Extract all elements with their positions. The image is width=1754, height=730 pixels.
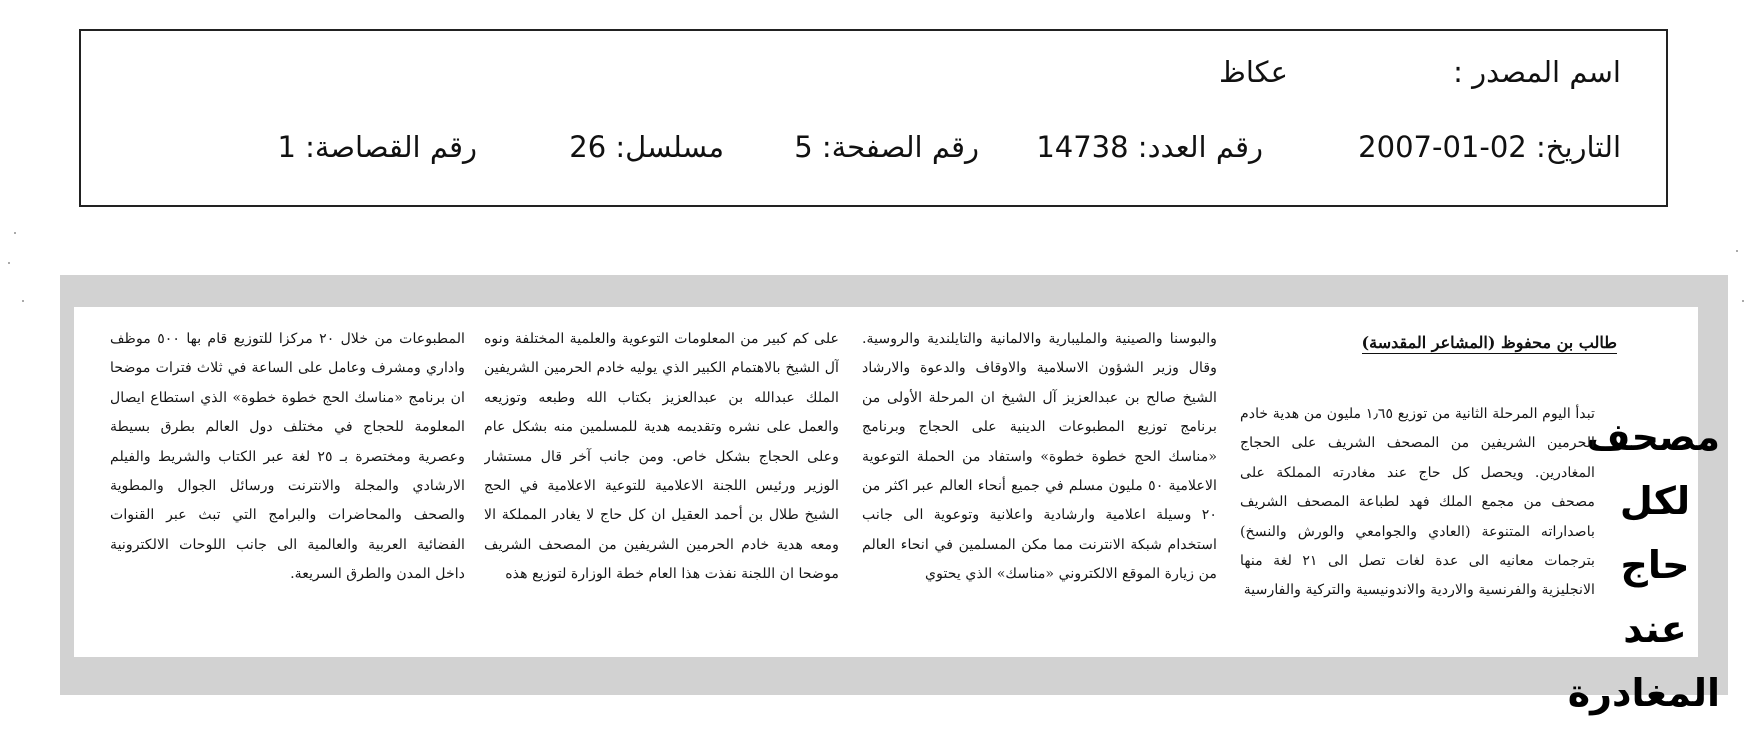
date-field: التاريخ: 02-01-2007 (1358, 130, 1621, 164)
article-column-2: والبوسنا والصينية والمليبارية والالمانية والتايلندية والروسية. وقال وزير الشؤون الاسلامية والاوقاف والدعوة والارشاد الشيخ صالح بن عبدالعزيز آل الشيخ ان المرحلة الأولى من برنامج توزيع المطبوعات الدينية على الحجاج وبرنامج «مناسك الحج خطوة خطوة» واستفاد من الحملة التوعوية الاعلامية ٥٠ مليون مسلم في جميع أنحاء العالم عبر اكثر من ٢٠ وسيلة اعلامية وارشادية واعلانية وتوعوية الى جانب استخدام شبكة الانترنت مما مكن المسلمين في انحاء العالم من زيارة الموقع الالكتروني «مناسك» الذي يحتوي (862, 331, 1217, 583)
scan-speck (8, 262, 10, 264)
serial-number: مسلسل: 26 (569, 130, 724, 164)
issue-number: رقم العدد: 14738 (1036, 130, 1263, 164)
source-info-box (79, 29, 1668, 207)
scan-speck (22, 300, 24, 302)
scan-speck (1736, 250, 1738, 252)
article-column-1: تبدأ اليوم المرحلة الثانية من توزيع ١٫٦٥ مليون من هدية خادم الحرمين الشريفين من المصحف الشريف على الحجاج المغادرين. ويحصل كل حاج عند مغادرته المملكة على مصحف من مجمع الملك فهد لطباعة المصحف الشريف باصداراته المتنوعة (العادي والجوامعي والورش والنسخ) بترجمات معانيه الى عدة لغات تصل الى ٢١ لغة منها الانجليزية والفرنسية والاردية والاندونيسية والتركية والفارسية (1240, 406, 1595, 599)
article-headline: مصحف لكل حاج عند المغادرة (1567, 415, 1720, 715)
article-column-3: على كم كبير من المعلومات التوعوية والعلمية المختلفة ونوه آل الشيخ بالاهتمام الكبير الذي يوليه خادم الحرمين الشريفين الملك عبدالله بن عبدالعزيز بكتاب الله وطبعه وتوزيعه والعمل على نشره وتقديمه هدية للمسلمين منه بشكل عام وعلى الحجاج بشكل خاص. ومن جانب آخر قال مستشار الوزير ورئيس اللجنة الاعلامية للتوعية الاعلامية في الحج الشيخ طلال بن أحمد العقيل ان كل حاج لا يغادر المملكة الا ومعه هدية خادم الحرمين الشريفين من المصحف الشريف موضحا ان اللجنة نفذت هذا العام خطة الوزارة لتوزيع هذه (484, 331, 839, 583)
source-label: اسم المصدر : (1453, 55, 1621, 89)
scan-speck (14, 232, 16, 234)
scan-speck (1742, 300, 1744, 302)
clip-number: رقم القصاصة: 1 (277, 130, 477, 164)
article-column-4: المطبوعات من خلال ٢٠ مركزا للتوزيع قام بها ٥٠٠ موظف واداري ومشرف وعامل على الساعة في ثلاث فترات موضحا ان برنامج «مناسك الحج خطوة خطوة» الذي استطاع ايصال المعلومة للحجاج في مختلف دول العالم بطرق بسيطة وعصرية ومختصرة بـ ٢٥ لغة عبر الكتاب والشريط والفيلم الارشادي والمجلة والانترنت ورسائل الجوال والمطوية والصحف والمحاضرات والبرامج التي تبث عبر القنوات الفضائية العربية والعالمية الى جانب اللوحات الالكترونية داخل المدن والطرق السريعة. (110, 331, 465, 583)
source-name: عكاظ (1219, 55, 1288, 89)
article-byline: طالب بن محفوظ (المشاعر المقدسة) (1361, 333, 1617, 352)
page-number: رقم الصفحة: 5 (794, 130, 979, 164)
